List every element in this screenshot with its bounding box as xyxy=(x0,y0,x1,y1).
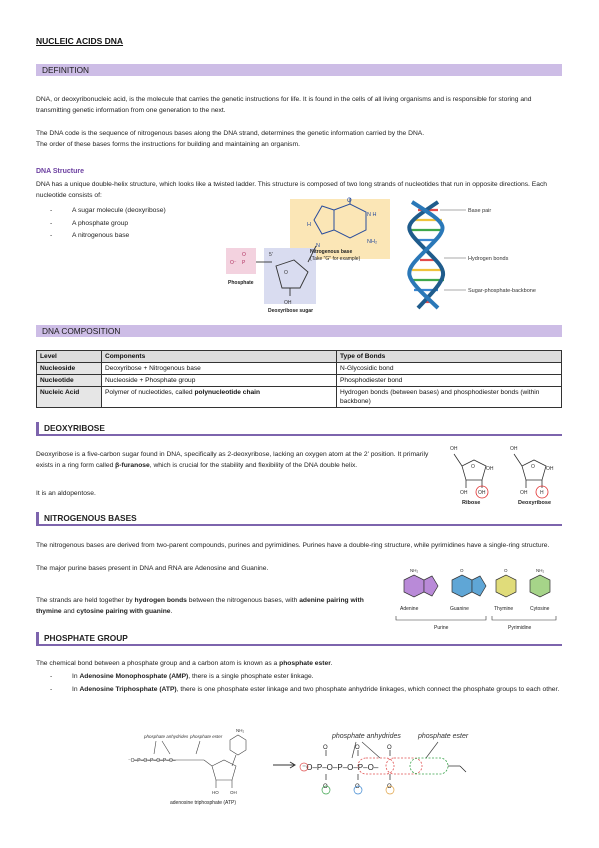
svg-text:O: O xyxy=(347,198,352,204)
list-item: - A nitrogenous base xyxy=(50,230,166,243)
svg-text:OH: OH xyxy=(486,466,494,472)
cell-components: Deoxyribose + Nitrogenous base xyxy=(102,363,337,375)
cell-components: Nucleoside + Phosphate group xyxy=(102,375,337,387)
svg-text:NH₂: NH₂ xyxy=(410,568,419,573)
cytosine-structure xyxy=(530,575,550,597)
dna-structure-heading: DNA Structure xyxy=(36,168,84,175)
definition-heading: DEFINITION xyxy=(42,65,90,75)
definition-heading-band xyxy=(36,64,562,76)
sugar-label: Deoxyribose sugar xyxy=(268,308,314,314)
amp-bullet: - In Adenosine Monophosphate (AMP), there is a single phosphate ester linkage. xyxy=(50,673,314,680)
phosphate-paragraph: The chemical bond between a phosphate group and a carbon atom is known as a phosphate ester. xyxy=(36,660,333,667)
svg-text:P: P xyxy=(242,260,246,266)
base-caption-2: (Take "G" for example) xyxy=(310,256,361,262)
svg-text:O: O xyxy=(387,784,392,790)
svg-text:O: O xyxy=(242,252,246,258)
deoxyribose-label: Deoxyribose xyxy=(518,500,552,506)
atp-structure-diagram xyxy=(126,726,276,808)
base-caption-1: Nitrogenous base xyxy=(310,249,353,255)
table-row xyxy=(37,375,562,387)
svg-text:NH₂: NH₂ xyxy=(367,239,378,245)
svg-text:O⁻: O⁻ xyxy=(230,260,237,266)
column-header-level: Level xyxy=(37,351,102,363)
svg-text:OH: OH xyxy=(478,490,486,496)
page-title: NUCLEIC ACIDS DNA xyxy=(36,36,124,46)
svg-text:OH: OH xyxy=(284,300,292,306)
list-item: - A phosphate group xyxy=(50,218,166,231)
svg-text:HO: HO xyxy=(212,790,219,795)
phosphate-heading: PHOSPHATE GROUP xyxy=(36,632,133,644)
svg-text:⁻O–P–O–P–O–P–O–: ⁻O–P–O–P–O–P–O– xyxy=(302,763,379,772)
svg-text:5': 5' xyxy=(269,252,273,258)
ribose-ring xyxy=(462,460,486,480)
deoxyribose-aldopentose: It is an aldopentose. xyxy=(36,490,96,497)
column-header-components: Components xyxy=(102,351,337,363)
definition-paragraph-2a: The DNA code is the sequence of nitrogenous bases along the DNA strand, determines the genetic information carried by the DNA. xyxy=(36,130,425,137)
svg-text:O: O xyxy=(504,568,508,573)
cell-bonds: N-Glycosidic bond xyxy=(337,363,562,375)
cell-level: Nucleic Acid xyxy=(37,387,102,408)
atp-caption: adenosine triphosphate (ATP) xyxy=(170,800,237,806)
phosphate-linkage-diagram xyxy=(298,728,488,808)
helix-label-backbone: Sugar-phosphate-backbone xyxy=(468,288,536,294)
svg-text:O: O xyxy=(387,745,392,751)
list-item: - A sugar molecule (deoxyribose) xyxy=(50,205,166,218)
deoxyribose-heading-band xyxy=(36,422,562,436)
composition-heading-band xyxy=(36,325,562,337)
deoxyribose-ring xyxy=(522,460,546,480)
phosphate-label: Phosphate xyxy=(228,280,254,286)
composition-table xyxy=(36,350,562,408)
linkage-label-ester: phosphate ester xyxy=(418,733,469,740)
svg-text:N: N xyxy=(316,243,320,249)
table-row xyxy=(37,387,562,408)
svg-text:O: O xyxy=(531,464,535,470)
svg-text:OH: OH xyxy=(450,446,458,452)
thymine-label: Thymine xyxy=(494,606,514,612)
nucleotide-components-list xyxy=(50,205,166,243)
cell-bonds: Hydrogen bonds (between bases) and phosphodiester bonds (within backbone) xyxy=(337,387,562,408)
pyrimidine-label: Pyrimidine xyxy=(508,625,532,631)
atp-label-anhydrides: phosphate anhydrides xyxy=(144,734,189,739)
adenine-label: Adenine xyxy=(400,606,419,612)
svg-text:OH: OH xyxy=(520,490,528,496)
cell-level: Nucleotide xyxy=(37,375,102,387)
cell-components: Polymer of nucleotides, called polynucleotide chain xyxy=(102,387,337,408)
svg-text:N H: N H xyxy=(367,212,377,218)
table-row xyxy=(37,363,562,375)
helix-label-hydrogen-bonds: Hydrogen bonds xyxy=(468,256,509,262)
thymine-structure xyxy=(496,575,516,597)
svg-text:O: O xyxy=(284,270,288,276)
bases-heading-band xyxy=(36,512,562,526)
svg-text:O: O xyxy=(471,464,475,470)
deoxyribose-heading: DEOXYRIBOSE xyxy=(36,422,110,434)
svg-text:O: O xyxy=(323,784,328,790)
adenine-structure xyxy=(404,575,438,597)
atp-bullet: - In Adenosine Triphosphate (ATP), there is one phosphate ester linkage and two phosphate anhydride linkages, which connect the phosphate groups to each other. xyxy=(50,686,560,693)
svg-text:OH: OH xyxy=(230,790,237,795)
cell-level: Nucleoside xyxy=(37,363,102,375)
composition-heading: DNA COMPOSITION xyxy=(42,326,121,336)
svg-text:O: O xyxy=(323,745,328,751)
svg-text:NH₂: NH₂ xyxy=(536,568,545,573)
bases-heading: NITROGENOUS BASES xyxy=(36,512,142,524)
ribose-label: Ribose xyxy=(462,500,481,506)
purine-label: Purine xyxy=(434,625,449,631)
cytosine-label: Cytosine xyxy=(530,606,550,612)
svg-text:⁻O–P–O–P–O–P–O–: ⁻O–P–O–P–O–P–O– xyxy=(128,758,176,764)
table-header-row xyxy=(37,351,562,363)
linkage-label-anhydrides: phosphate anhydrides xyxy=(332,733,401,740)
svg-text:O: O xyxy=(460,568,464,573)
bases-paragraph-1: The nitrogenous bases are derived from two-parent compounds, purines and pyrimidines. Purines have a double-ring structure, while pyrimidines have a single-ring structure. xyxy=(36,542,550,549)
svg-text:OH: OH xyxy=(546,466,554,472)
svg-text:NH₂: NH₂ xyxy=(236,728,245,733)
dna-structure-text: DNA has a unique double-helix structure, which looks like a twisted ladder. This structure is composed of two long strands of nucleotides that run in opposite directions. Each nucleotide consists of: xyxy=(36,181,548,199)
helix-label-base-pair: Base pair xyxy=(468,208,492,214)
atp-label-ester: phosphate ester xyxy=(190,734,223,739)
ribose-deoxyribose-diagram xyxy=(440,440,570,508)
guanine-label: Guanine xyxy=(450,606,469,612)
svg-text:OH: OH xyxy=(510,446,518,452)
svg-text:O: O xyxy=(355,745,360,751)
definition-paragraph-2b: The order of these bases forms the instructions for building and maintaining an organism. xyxy=(36,141,300,148)
svg-text:O: O xyxy=(355,784,360,790)
deoxyribose-paragraph: Deoxyribose is a five-carbon sugar found in DNA, specifically as 2-deoxyribose, lacking an oxygen atom at the 2' position. It primarily exists in a ring form called β-furanose, which is crucial for the stability and flexibility of the DNA double helix. xyxy=(36,451,429,469)
dna-double-helix-diagram xyxy=(398,198,548,320)
definition-paragraph-1: DNA, or deoxyribonucleic acid, is the molecule that carries the genetic instructions for life. It is found in the cells of all living organisms and is responsible for storing and transmitting genetic information from one generation to the next. xyxy=(36,96,532,114)
nitrogenous-bases-diagram xyxy=(390,566,565,632)
phosphate-heading-band xyxy=(36,632,562,646)
svg-text:H: H xyxy=(307,222,311,228)
column-header-bonds: Type of Bonds xyxy=(337,351,562,363)
svg-text:OH: OH xyxy=(460,490,468,496)
bases-paragraph-2: The major purine bases present in DNA and RNA are Adenosine and Guanine. xyxy=(36,565,269,572)
cell-bonds: Phosphodiester bond xyxy=(337,375,562,387)
nucleotide-diagram xyxy=(224,196,394,316)
bases-paragraph-3: The strands are held together by hydrogen bonds between the nitrogenous bases, with adenine pairing with thymine and cytosine pairing with guanine. xyxy=(36,597,364,615)
arrow-icon xyxy=(272,760,298,770)
guanine-structure xyxy=(452,575,486,597)
svg-text:H: H xyxy=(540,490,544,496)
